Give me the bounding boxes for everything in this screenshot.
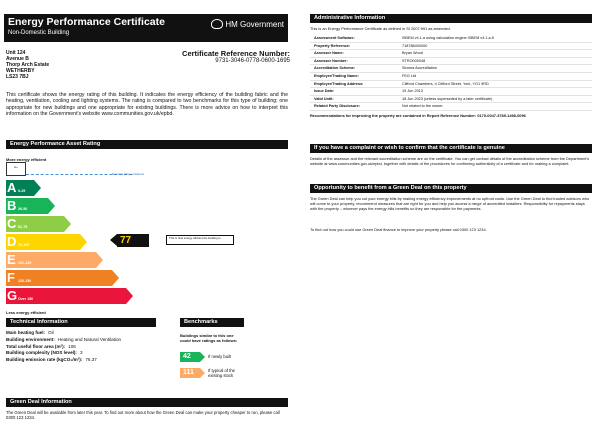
admin-value: 19 Jun 2013 <box>402 89 423 94</box>
green-deal-info-text: The Green Deal will be available from later this year. To find out more about how the Green Deal can make your property cheaper to run, please call 0300 123 1234. <box>6 410 280 420</box>
certificate-header <box>4 14 288 42</box>
crest-icon <box>211 19 223 29</box>
rating-section-title: Energy Performance Asset Rating <box>6 140 288 149</box>
benchmark-label: If typical of the existing stock <box>208 368 235 378</box>
admin-value: iSBEM v4.1.a using calculation engine iSBEM v4.1.a.5 <box>402 36 494 40</box>
tech-value: Oil <box>48 330 54 335</box>
opportunity-text-2: To find out how you could use Green Deal finance to improve your property please call 0300 123 1234. <box>310 227 487 232</box>
rating-band-bar <box>6 234 80 250</box>
tech-value: 106 <box>68 343 76 349</box>
tech-key: Building complexity (NOS level): <box>6 350 77 356</box>
certificate-ref-value: 9731-3046-0778-0600-1695 <box>215 58 290 64</box>
admin-value: Stroma Accreditation <box>402 66 438 71</box>
admin-row <box>310 81 592 89</box>
hm-government-text: HM Government <box>225 19 284 29</box>
admin-key: Valid Until: <box>314 96 334 101</box>
benchmarks-section-title: Benchmarks <box>180 318 244 327</box>
property-address <box>6 50 49 80</box>
rating-band-bar <box>6 270 112 286</box>
intro-text: This certificate shows the energy rating of this building. It indicates the energy efficiency of the building fabric and the heating, ventilation, cooling and lighting systems. The rating is compared to two benchmarks for this type of building: one appropriate for new buildings and one appropriate for existing buildings. There is more advice on how to interpret this information on the Government's website www.communities.gov.uk/epbd. <box>6 92 288 118</box>
admin-row <box>310 58 592 66</box>
rating-band-letter: G <box>7 288 18 303</box>
complaint-text: Details of the assessor and the relevant accreditation scheme are on the certificate. You can get contact details of the accreditation scheme from the Department's website at www.communities.gov.uk/epbd, together with details of the procedures for confirming authenticity of a certificate and for making a complaint. <box>310 156 590 166</box>
rating-band-letter: C <box>7 216 17 231</box>
opportunity-text: The Green Deal can help you cut your energy bills by making energy efficiency improvements at no upfront costs. Use the Green Deal to find trusted advisors who will come to your property, recommend measures that are right for you and help you access a range of accredited installers. Responsibility for repayments stays with the property – whoever pays the energy bills benefits so they are responsible for the payments. <box>310 196 590 211</box>
admin-key: Accreditation Scheme: <box>314 66 356 71</box>
admin-value: Clifford Chambers, 4 Clifford Street, York, YO1 9RD <box>402 81 489 86</box>
tech-key: Total useful floor area (m²): <box>6 343 66 349</box>
technical-section-title: Technical Information <box>6 318 156 327</box>
tech-value: Heating and Natural Ventilation <box>57 336 122 342</box>
green-deal-info-title: Green Deal Information <box>6 398 288 407</box>
tech-key: Main heating fuel: <box>6 330 46 335</box>
rating-band-range: 101-125 <box>18 261 32 265</box>
tech-row <box>6 350 121 357</box>
admin-info-title: Administrative Information <box>310 14 592 23</box>
benchmark-label: If newly built <box>208 354 232 359</box>
address-line: WETHERBY <box>6 68 35 74</box>
rating-band-range: 26-50 <box>18 207 28 211</box>
benchmark-new-build <box>180 352 206 362</box>
pointer-tip <box>110 234 117 246</box>
admin-row <box>310 73 592 81</box>
admin-key: Assessor Name: <box>314 51 344 56</box>
admin-row <box>310 43 592 51</box>
certificate-ref-label: Certificate Reference Number: <box>182 49 290 58</box>
rating-band-tip <box>34 180 41 196</box>
admin-value: 718788400000 <box>402 43 428 48</box>
admin-key: Property Reference: <box>314 43 351 48</box>
net-zero-label: Net zero CO₂ emissions <box>112 172 145 176</box>
admin-key: Employer/Trading Address: <box>314 81 364 86</box>
net-zero-box-label: A+ <box>14 165 18 169</box>
rating-band-tip <box>64 216 71 232</box>
tech-row <box>6 330 121 337</box>
admin-key: Assessor Number: <box>314 58 348 63</box>
benchmark-arrow-tip <box>200 352 205 362</box>
rating-band-tip <box>96 252 103 268</box>
admin-value: 18 Jun 2023 (unless superseded by a later certificate) <box>402 96 493 101</box>
admin-value: Bryan Wood <box>402 51 423 56</box>
rating-band-tip <box>112 270 119 286</box>
rating-band-tip <box>126 288 133 304</box>
rating-band-letter: F <box>7 270 15 285</box>
tech-value: 76.37 <box>85 357 97 363</box>
rating-band-letter: D <box>7 234 17 249</box>
rating-band-letter: B <box>7 198 17 213</box>
admin-key: Employer/Trading Name: <box>314 74 359 78</box>
certificate-page-2 <box>304 0 600 426</box>
rating-band-tip <box>80 234 87 250</box>
tech-row <box>6 337 121 344</box>
admin-row <box>310 35 592 43</box>
address-line: Avenue B <box>6 56 29 62</box>
technical-info <box>6 330 121 364</box>
current-rating-value: 77 <box>117 234 149 247</box>
tech-value: 3 <box>79 350 83 356</box>
rating-band-range: 76-100 <box>18 243 30 247</box>
tech-row <box>6 357 121 364</box>
admin-key: Assessment Software: <box>314 36 355 40</box>
admin-row <box>310 103 592 111</box>
rating-band-bar <box>6 288 126 304</box>
rating-band-range: 126-150 <box>18 279 32 283</box>
admin-key: Related Party Disclosure: <box>314 104 361 109</box>
admin-row <box>310 50 592 58</box>
tech-key: Building emission rate (kgCO₂/m²): <box>6 357 83 363</box>
benchmarks-intro: Buildings similar to this one could have ratings as follows: <box>180 333 238 343</box>
benchmark-value: 42 <box>180 352 200 362</box>
certificate-title: Energy Performance Certificate <box>8 16 165 28</box>
tech-row <box>6 344 121 351</box>
admin-intro: This is an Energy Performance Certificate as defined in SI 2007:991 as amended. <box>310 26 451 31</box>
admin-value: Not related to the owner. <box>402 104 444 109</box>
rating-band-range: Over 150 <box>18 297 34 301</box>
less-efficient-label: Less energy efficient <box>6 310 46 315</box>
opportunity-title: Opportunity to benefit from a Green Deal on this property <box>310 184 592 193</box>
more-efficient-label: More energy efficient <box>6 157 47 162</box>
address-line: Unit 124 <box>6 50 26 56</box>
rating-band-bar <box>6 252 96 268</box>
benchmark-arrow-tip <box>200 368 205 378</box>
recommendations-text: Recommendations for improving the property are contained in Report Reference Number: 0170-0047-3789-1498-0096 <box>310 113 526 118</box>
hm-government-logo <box>211 19 284 29</box>
rating-band-range: 0-25 <box>18 189 26 193</box>
admin-key: Issue Date: <box>314 89 335 94</box>
admin-row <box>310 96 592 104</box>
benchmark-existing-stock <box>180 368 206 378</box>
rating-band-letter: E <box>7 252 16 267</box>
complaint-title: If you have a complaint or wish to confirm that the certificate is genuine <box>310 144 592 153</box>
rating-band-range: 51-75 <box>18 225 28 229</box>
net-zero-box <box>6 162 26 176</box>
certificate-subtitle: Non-Domestic Building <box>8 30 70 36</box>
rating-band-letter: A <box>7 180 17 195</box>
certificate-page-1 <box>0 0 296 426</box>
admin-row <box>310 88 592 96</box>
tech-key: Building environment: <box>6 336 55 342</box>
rating-band-tip <box>48 198 55 214</box>
benchmark-value: 111 <box>180 368 200 378</box>
admin-row <box>310 65 592 73</box>
admin-value: STRO000048 <box>402 58 426 63</box>
address-line: LS23 7BJ <box>6 74 29 80</box>
current-rating-note: This is how energy efficient the building is. <box>166 235 234 245</box>
admin-value: FEG Ltd <box>402 74 417 78</box>
address-line: Thorp Arch Estate <box>6 62 50 68</box>
